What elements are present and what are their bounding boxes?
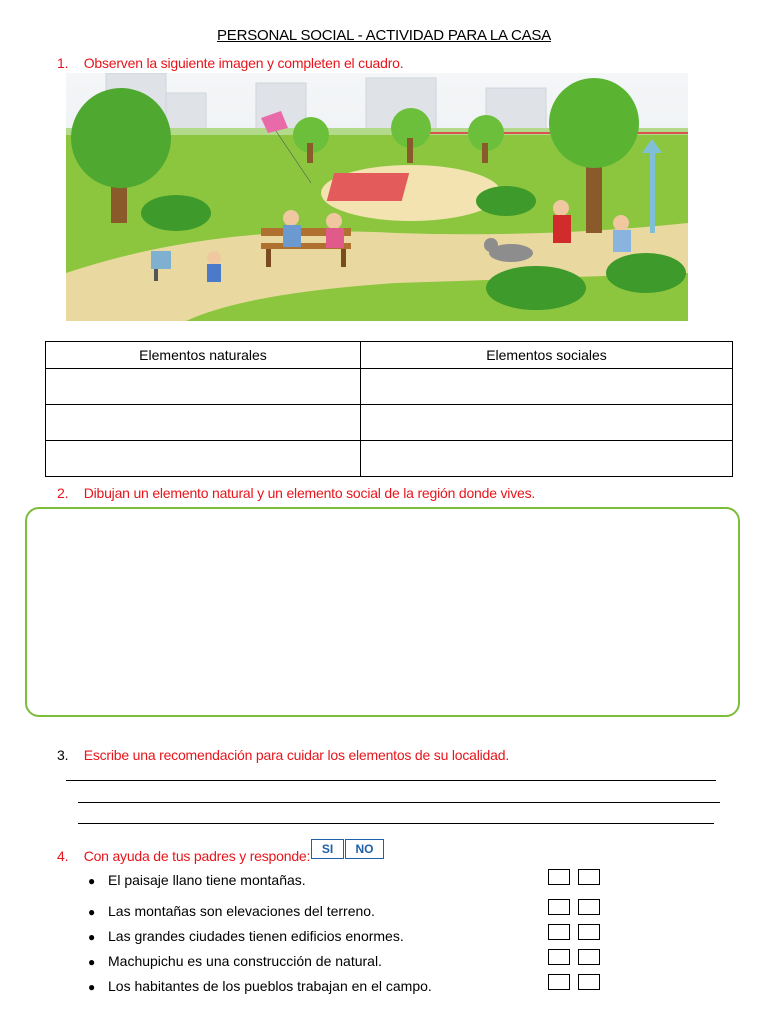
natural-cell[interactable] xyxy=(46,369,361,405)
yes-label: SI xyxy=(311,839,344,859)
no-checkbox[interactable] xyxy=(578,869,600,885)
yes-checkbox[interactable] xyxy=(548,924,570,940)
bullet-icon: ● xyxy=(88,874,96,888)
statement-item xyxy=(88,953,382,969)
no-checkbox[interactable] xyxy=(578,924,600,940)
yes-checkbox[interactable] xyxy=(548,869,570,885)
statement-item xyxy=(88,928,404,944)
bullet-icon: ● xyxy=(88,905,96,919)
bullet-icon: ● xyxy=(88,955,96,969)
bullet-icon: ● xyxy=(88,930,96,944)
question-1 xyxy=(57,55,403,71)
no-checkbox[interactable] xyxy=(578,949,600,965)
natural-cell[interactable] xyxy=(46,441,361,477)
table-row xyxy=(46,405,733,441)
drawing-area[interactable] xyxy=(25,507,740,717)
social-cell[interactable] xyxy=(361,441,733,477)
question-3-text: Escribe una recomendación para cuidar los elementos de su localidad. xyxy=(83,747,510,763)
question-3-number: 3. xyxy=(57,747,69,763)
question-4-text: Con ayuda de tus padres y responde: xyxy=(83,848,311,864)
social-cell[interactable] xyxy=(361,405,733,441)
question-4-number: 4. xyxy=(57,848,69,864)
page-title: PERSONAL SOCIAL - ACTIVIDAD PARA LA CASA xyxy=(216,27,552,44)
table-row xyxy=(46,441,733,477)
question-2 xyxy=(57,485,535,501)
question-2-text: Dibujan un elemento natural y un elemento social de la región donde vives. xyxy=(83,485,536,501)
statement-item xyxy=(88,978,432,994)
park-illustration xyxy=(66,73,688,321)
table-header-row xyxy=(46,342,733,369)
answer-line[interactable] xyxy=(78,802,720,803)
answer-line[interactable] xyxy=(78,823,714,824)
no-checkbox[interactable] xyxy=(578,974,600,990)
statement-item xyxy=(88,903,375,919)
answer-line[interactable] xyxy=(66,780,716,781)
statement-text: El paisaje llano tiene montañas. xyxy=(108,872,306,888)
statement-text: Los habitantes de los pueblos trabajan en el campo. xyxy=(108,978,432,994)
header-social-elements: Elementos sociales xyxy=(361,342,733,369)
table-row xyxy=(46,369,733,405)
statement-text: Las grandes ciudades tienen edificios enormes. xyxy=(108,928,404,944)
social-cell[interactable] xyxy=(361,369,733,405)
question-1-number: 1. xyxy=(57,55,69,71)
yes-checkbox[interactable] xyxy=(548,949,570,965)
elements-table xyxy=(45,341,733,477)
natural-cell[interactable] xyxy=(46,405,361,441)
no-checkbox[interactable] xyxy=(578,899,600,915)
question-3 xyxy=(57,747,509,763)
header-natural-elements: Elementos naturales xyxy=(46,342,361,369)
no-label: NO xyxy=(345,839,384,859)
statement-text: Machupichu es una construcción de natural. xyxy=(108,953,382,969)
question-4 xyxy=(57,848,310,864)
yes-checkbox[interactable] xyxy=(548,899,570,915)
bullet-icon: ● xyxy=(88,980,96,994)
question-2-number: 2. xyxy=(57,485,69,501)
statement-item xyxy=(88,872,306,888)
yes-checkbox[interactable] xyxy=(548,974,570,990)
question-1-text: Observen la siguiente imagen y completen el cuadro. xyxy=(83,55,404,71)
statement-text: Las montañas son elevaciones del terreno. xyxy=(108,903,375,919)
